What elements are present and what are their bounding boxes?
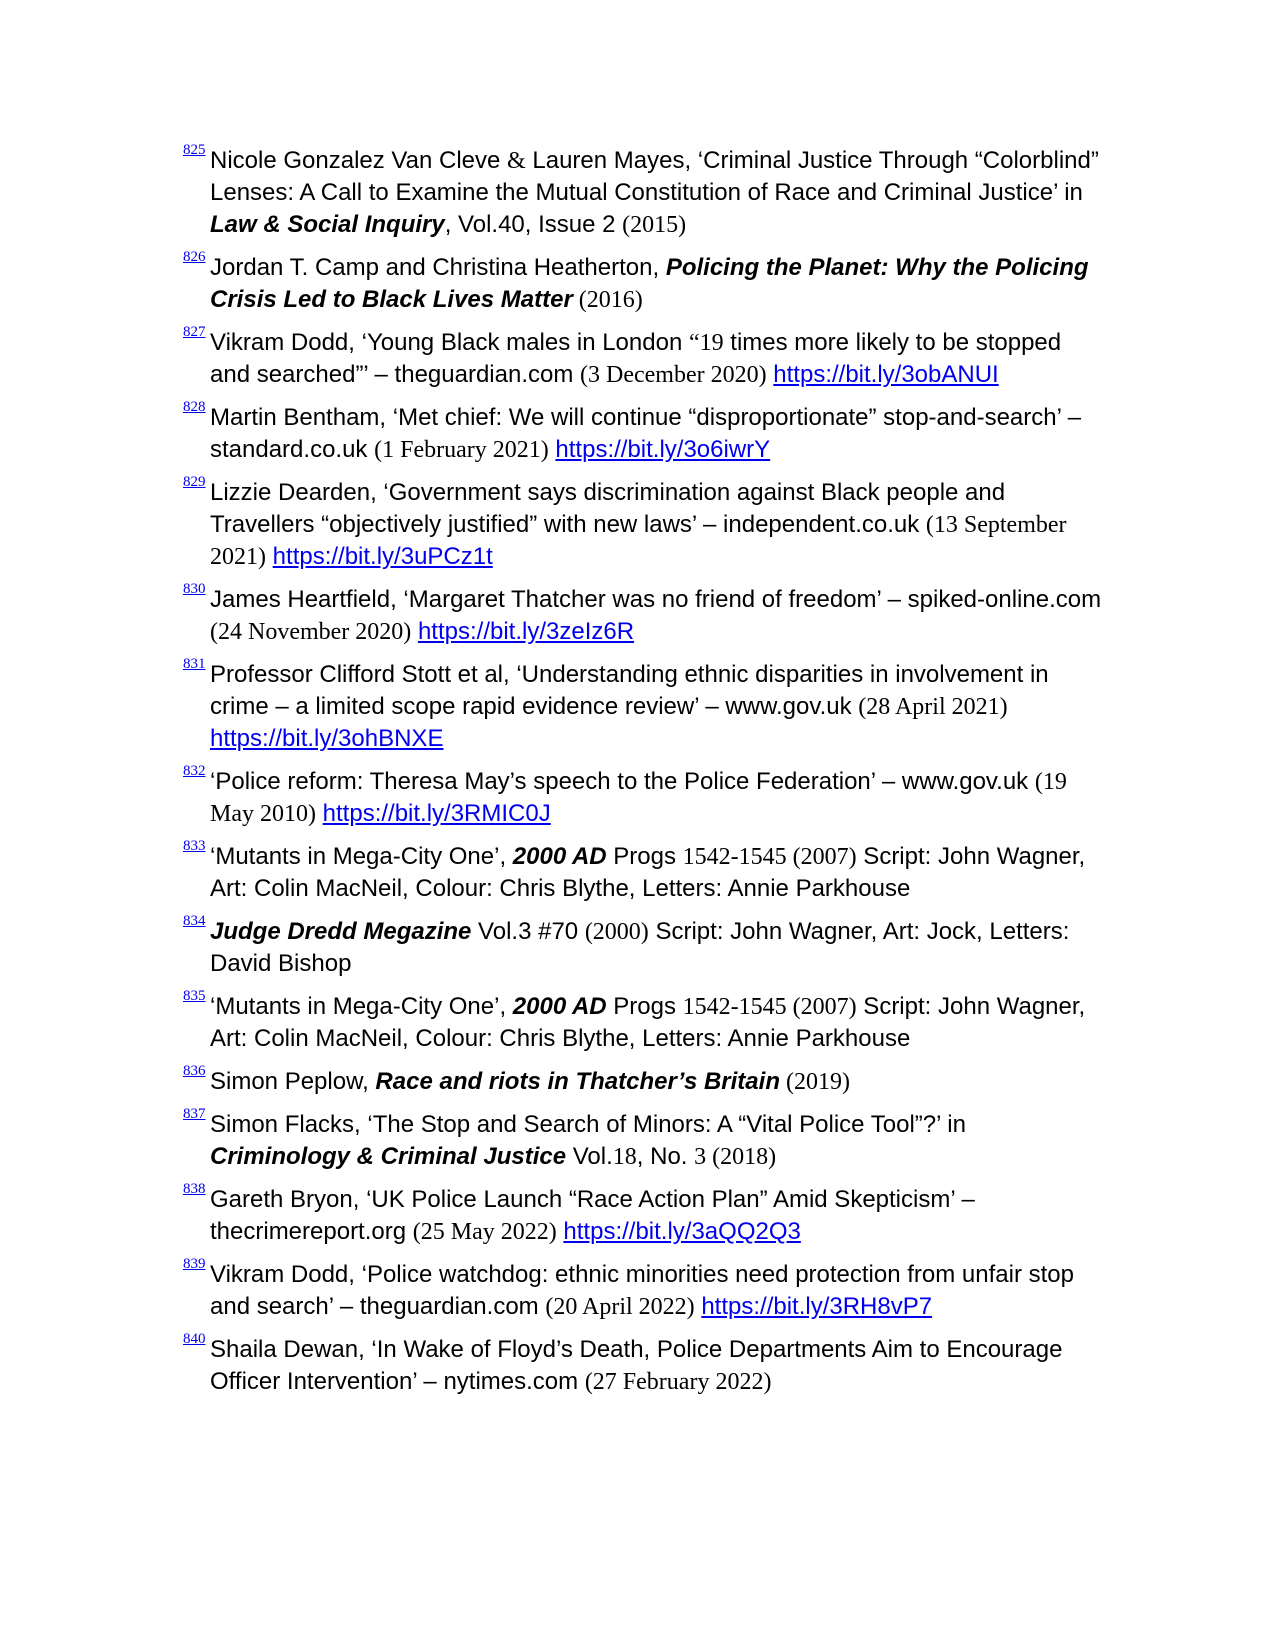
footnote-838 — [183, 1181, 1103, 1248]
citation-text: Professor Clifford Stott et al, ‘Understanding ethnic disparities in involvement in crime – a limited scope rapid evidence review’ – www.gov.uk — [210, 661, 1049, 720]
citation-text: (27 February 2022) — [584, 1369, 772, 1395]
citation-text: James Heartfield, ‘Margaret Thatcher was no friend of freedom’ – spiked-online.com — [210, 586, 1102, 613]
footnote-number-link[interactable]: 830 — [183, 581, 206, 597]
footnote-836 — [183, 1063, 1103, 1098]
footnote-number-link[interactable]: 833 — [183, 838, 206, 854]
citation-url-link[interactable]: https://bit.ly/3uPCz1t — [272, 543, 493, 570]
footnote-829 — [183, 474, 1103, 573]
footnote-835 — [183, 988, 1103, 1055]
footnote-832 — [183, 763, 1103, 830]
citation-text: (2000) — [584, 919, 649, 945]
footnote-number-link[interactable]: 840 — [183, 1331, 206, 1347]
citation-text: Shaila Dewan, ‘In Wake of Floyd’s Death, Police Departments Aim to Encourage Officer Intervention’ – nytimes.com — [210, 1336, 1063, 1395]
footnote-number-link[interactable]: 829 — [183, 474, 206, 490]
footnote-833 — [183, 838, 1103, 905]
footnote-list — [183, 142, 1103, 1409]
citation-title: 2000 AD — [512, 843, 607, 870]
footnote-number-link[interactable]: 838 — [183, 1181, 206, 1197]
citation-title: Policing the Planet: Why the Policing Crisis Led to Black Lives Matter — [210, 254, 1089, 313]
citation-text — [411, 618, 418, 645]
citation-text: (13 September 2021) — [210, 512, 1067, 570]
citation-text: (2015) — [622, 212, 687, 238]
citation-url-link[interactable]: https://bit.ly/3aQQ2Q3 — [563, 1218, 801, 1245]
citation-text: (19 May 2010) — [210, 769, 1067, 827]
citation-text: (28 April 2021) — [858, 694, 1008, 720]
citation-text: (2016) — [572, 287, 643, 313]
footnote-number-link[interactable]: 826 — [183, 249, 206, 265]
citation-text: 3 (2018) — [694, 1144, 777, 1170]
citation-text: (3 December 2020) — [580, 362, 767, 388]
citation-text: (20 April 2022) — [545, 1294, 695, 1320]
citation-text: Nicole Gonzalez Van Cleve — [210, 147, 508, 174]
citation-title: Criminology & Criminal Justice — [210, 1143, 567, 1170]
footnote-826 — [183, 249, 1103, 316]
citation-text: & — [507, 148, 526, 174]
citation-text: 1542-1545 (2007) — [682, 994, 857, 1020]
citation-text: Script: John Wagner, Art: Colin MacNeil, Colour: Chris Blythe, Letters: Annie Parkhouse — [210, 993, 1086, 1052]
citation-text: times more likely to be stopped and searched”’ – theguardian.com — [210, 329, 1062, 388]
citation-text: Simon Flacks, ‘The Stop and Search of Minors: A “Vital Police Tool”?’ in — [210, 1111, 966, 1138]
citation-title: Judge Dredd Megazine — [210, 918, 472, 945]
citation-url-link[interactable]: https://bit.ly/3RMIC0J — [322, 800, 551, 827]
citation-title: 2000 AD — [512, 993, 607, 1020]
citation-text: 18 — [612, 1144, 637, 1170]
citation-text: (25 May 2022) — [412, 1219, 557, 1245]
citation-text: “19 — [688, 330, 724, 356]
footnote-825 — [183, 142, 1103, 241]
citation-text: 1542-1545 (2007) — [682, 844, 857, 870]
citation-text: Simon Peplow, — [210, 1068, 376, 1095]
citation-text: ‘Police reform: Theresa May’s speech to the Police Federation’ – www.gov.uk — [210, 768, 1035, 795]
citation-text: (1 February 2021) — [374, 437, 549, 463]
citation-text: Gareth Bryon, ‘UK Police Launch “Race Action Plan” Amid Skepticism’ – thecrimereport.org — [210, 1186, 975, 1245]
footnote-number-link[interactable]: 828 — [183, 399, 206, 415]
footnote-830 — [183, 581, 1103, 648]
footnote-number-link[interactable]: 839 — [183, 1256, 206, 1272]
footnote-number-link[interactable]: 831 — [183, 656, 206, 672]
citation-text: Vikram Dodd, ‘Police watchdog: ethnic minorities need protection from unfair stop and search’ – theguardian.com — [210, 1261, 1074, 1320]
citation-text: Script: John Wagner, Art: Colin MacNeil, Colour: Chris Blythe, Letters: Annie Parkhouse — [210, 843, 1086, 902]
footnote-831 — [183, 656, 1103, 755]
citation-text: ‘Mutants in Mega-City One’, — [210, 993, 513, 1020]
footnote-827 — [183, 324, 1103, 391]
citation-text: (2019) — [779, 1069, 850, 1095]
citation-title: Race and riots in Thatcher’s Britain — [375, 1068, 780, 1095]
citation-url-link[interactable]: https://bit.ly/3ohBNXE — [210, 725, 444, 752]
citation-url-link[interactable]: https://bit.ly/3RH8vP7 — [701, 1293, 933, 1320]
footnote-number-link[interactable]: 832 — [183, 763, 206, 779]
citation-text: Lizzie Dearden, ‘Government says discrimination against Black people and Travellers “objectively justified” with new laws’ – independent.co.uk — [210, 479, 1006, 538]
footnote-number-link[interactable]: 836 — [183, 1063, 206, 1079]
footnote-840 — [183, 1331, 1103, 1398]
citation-url-link[interactable]: https://bit.ly/3obANUI — [773, 361, 999, 388]
citation-text: Progs — [606, 993, 683, 1020]
footnote-number-link[interactable]: 827 — [183, 324, 206, 340]
citation-title: Law & Social Inquiry — [210, 211, 445, 238]
citation-text: , No. — [636, 1143, 695, 1170]
footnote-837 — [183, 1106, 1103, 1173]
citation-text: Vol.3 #70 — [471, 918, 585, 945]
citation-text: (24 November 2020) — [210, 619, 412, 645]
citation-url-link[interactable]: https://bit.ly/3o6iwrY — [555, 436, 771, 463]
footnote-number-link[interactable]: 837 — [183, 1106, 206, 1122]
citation-url-link[interactable]: https://bit.ly/3zeIz6R — [417, 618, 635, 645]
citation-text: Lauren Mayes, ‘Criminal Justice Through “Colorblind” Lenses: A Call to Examine the Mutual Constitution of Race and Criminal Justice’ in — [210, 147, 1099, 206]
footnote-number-link[interactable]: 825 — [183, 142, 206, 158]
citation-text — [266, 543, 273, 570]
citation-text — [316, 800, 323, 827]
citation-text: Script: John Wagner, Art: Jock, Letters: David Bishop — [210, 918, 1070, 977]
citation-text: Progs — [606, 843, 683, 870]
citation-text: Martin Bentham, ‘Met chief: We will continue “disproportionate” stop-and-search’ – standard.co.uk — [210, 404, 1082, 463]
citation-text: , Vol.40, Issue 2 — [444, 211, 623, 238]
footnote-839 — [183, 1256, 1103, 1323]
footnote-834 — [183, 913, 1103, 980]
footnote-828 — [183, 399, 1103, 466]
citation-text: Vikram Dodd, ‘Young Black males in London — [210, 329, 689, 356]
citation-text: ‘Mutants in Mega-City One’, — [210, 843, 513, 870]
citation-text: Vol. — [566, 1143, 613, 1170]
footnote-number-link[interactable]: 834 — [183, 913, 206, 929]
citation-text: Jordan T. Camp and Christina Heatherton, — [210, 254, 666, 281]
footnote-number-link[interactable]: 835 — [183, 988, 206, 1004]
